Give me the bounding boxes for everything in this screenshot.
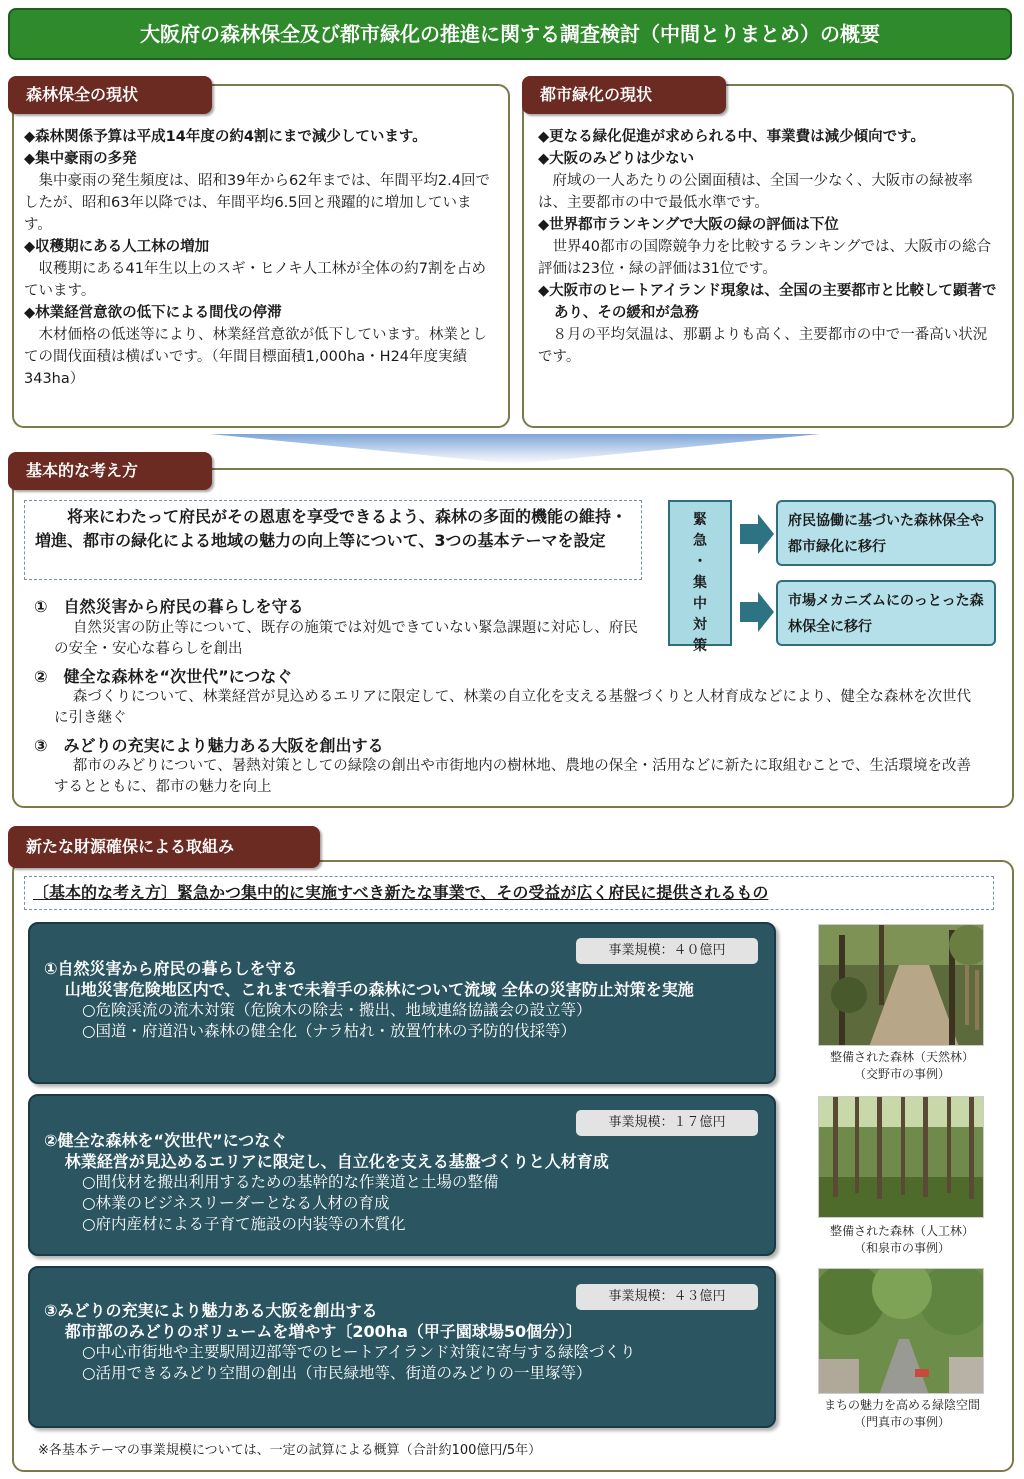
theme-body: 森づくりについて、林業経営が見込めるエリアに限定して、林業の自立化を支える基盤づくりと人材育成などにより、健全な森林を次世代に引き継ぐ [54, 689, 971, 726]
forest-tab: 森林保全の現状 [8, 76, 212, 114]
project-summary: 山地災害危険地区内で、これまで未着手の森林について流域 全体の災害防止対策を実施 [64, 980, 694, 999]
forest-content [24, 126, 494, 390]
funding-tab: 新たな財源確保による取組み [8, 826, 320, 868]
project-budget-badge: 事業規模：４３億円 [576, 1284, 758, 1310]
forest-natural-photo [818, 924, 984, 1046]
project-item: ○活用できるみどり空間の創出（市民緑地等、街道のみどりの一里塚等） [82, 1364, 592, 1382]
project-card [28, 922, 776, 1084]
urban-tab: 都市緑化の現状 [522, 76, 726, 114]
funding-note-box [24, 876, 994, 910]
forest-item-heading: ◆収穫期にある人工林の増加 [24, 239, 210, 255]
project-summary: 都市部のみどりのボリュームを増やす〔200ha（甲子園球場50個分）〕 [64, 1322, 583, 1341]
forest-planted-photo [818, 1096, 984, 1218]
funding-note: 〔基本的な考え方〕緊急かつ集中的に実施すべき新たな事業で、その受益が広く府民に提供されるもの [33, 883, 769, 902]
project-body [44, 1130, 764, 1235]
project-card [28, 1266, 776, 1428]
transition-box-market: 市場メカニズムにのっとった森林保全に移行 [776, 580, 996, 646]
project-heading: ①自然災害から府民の暮らしを守る [44, 959, 298, 978]
emergency-box [668, 500, 732, 654]
urban-item-heading: ◆大阪のみどりは少ない [538, 151, 695, 167]
urban-item-body: 世界40都市の国際競争力を比較するランキングでは、大阪市の総合評価は23位・緑の評価は31位です。 [538, 239, 992, 277]
project-item: ○危険渓流の流木対策（危険木の除去・搬出、地域連絡協議会の設立等） [82, 1001, 592, 1019]
emergency-char: 策 [693, 638, 707, 654]
photo-caption: （門真市の事例） [853, 1415, 950, 1429]
project-budget-badge: 事業規模：１７億円 [576, 1110, 758, 1136]
right-arrow-icon [740, 514, 774, 554]
right-arrow-icon [740, 592, 774, 632]
photo-caption: （交野市の事例） [853, 1067, 950, 1081]
project-item: ○林業のビジネスリーダーとなる人材の育成 [82, 1194, 390, 1212]
project-budget-badge: 事業規模：４０億円 [576, 938, 758, 964]
basic-intro: 将来にわたって府民がその恩恵を享受できるよう、森林の多面的機能の維持・増進、都市の緑化による地域の魅力の向上等について、3つの基本テーマを設定 [35, 507, 628, 550]
forest-item-heading: ◆林業経営意欲の低下による間伐の停滞 [24, 305, 282, 321]
project-item: ○中心市街地や主要駅周辺部等でのヒートアイランド対策に寄与する緑陰づくり [82, 1343, 636, 1361]
emergency-char: 集 [693, 575, 707, 591]
street-shade-photo [818, 1268, 984, 1394]
urban-item-body: ８月の平均気温は、那覇よりも高く、主要都市の中で一番高い状況です。 [538, 327, 988, 365]
theme-heading: ③ みどりの充実により魅力ある大阪を創出する [34, 736, 384, 755]
forest-item-body: 収穫期にある41年生以上のスギ・ヒノキ人工林が全体の約7割を占めています。 [24, 261, 486, 299]
emergency-char: 緊 [693, 512, 707, 528]
basic-tab: 基本的な考え方 [8, 452, 212, 490]
page-title: 大阪府の森林保全及び都市緑化の推進に関する調査検討（中間とりまとめ）の概要 [8, 8, 1012, 60]
emergency-char: 急 [693, 533, 707, 549]
urban-item-heading: ◆大阪市のヒートアイランド現象は、全国の主要都市と比較して顕著であり、その緩和が急務 [538, 283, 997, 321]
photo-caption: まちの魅力を高める緑陰空間 [823, 1398, 980, 1412]
photo-caption: （和泉市の事例） [853, 1241, 950, 1255]
project-item: ○間伐材を搬出利用するための基幹的な作業道と土場の整備 [82, 1173, 499, 1191]
down-arrow-icon [210, 434, 820, 464]
theme-heading: ① 自然災害から府民の暮らしを守る [34, 597, 304, 616]
forest-item-body: 木材価格の低迷等により、林業経営意欲が低下しています。林業としての間伐面積は横ばいです。（年間目標面積1,000ha・H24年度実績343ha） [24, 327, 487, 387]
photo-caption: 整備された森林（人工林） [829, 1224, 974, 1238]
emergency-char: 中 [693, 596, 707, 612]
photo-caption: 整備された森林（天然林） [829, 1050, 974, 1064]
project-body [44, 1300, 764, 1384]
urban-item-body: 府域の一人あたりの公園面積は、全国一少なく、大阪市の緑被率は、主要都市の中で最低水準です。 [538, 173, 973, 211]
project-summary: 林業経営が見込めるエリアに限定し、自立化を支える基盤づくりと人材育成 [64, 1152, 609, 1171]
urban-item-heading: ◆世界都市ランキングで大阪の緑の評価は下位 [538, 217, 839, 233]
forest-item-heading: ◆森林関係予算は平成14年度の約4割にまで減少しています。 [24, 129, 427, 145]
theme-body: 自然災害の防止等について、既存の施策では対処できていない緊急課題に対応し、府民の安全・安心な暮らしを創出 [54, 620, 638, 657]
theme-body: 都市のみどりについて、暑熱対策としての緑陰の創出や市街地内の樹林地、農地の保全・活用などに新たに取組むことで、生活環境を改善するとともに、都市の魅力を向上 [54, 758, 971, 795]
project-item: ○府内産材による子育て施設の内装等の木質化 [82, 1215, 406, 1233]
urban-content [538, 126, 1000, 368]
project-card [28, 1094, 776, 1256]
urban-item-heading: ◆更なる緑化促進が求められる中、事業費は減少傾向です。 [538, 129, 925, 145]
project-body [44, 958, 764, 1042]
footnote: ※各基本テーマの事業規模については、一定の試算による概算（合計約100億円/5年） [38, 1443, 542, 1458]
forest-item-heading: ◆集中豪雨の多発 [24, 151, 137, 167]
project-heading: ③みどりの充実により魅力ある大阪を創出する [44, 1301, 378, 1320]
forest-item-body: 集中豪雨の発生頻度は、昭和39年から62年までは、年間平均2.4回でしたが、昭和63年以降では、年間平均6.5回と飛躍的に増加しています。 [24, 173, 490, 233]
basic-intro-box [24, 500, 642, 580]
emergency-char: 対 [693, 617, 707, 633]
theme-heading: ② 健全な森林を“次世代”につなぐ [34, 667, 293, 686]
emergency-char: ・ [693, 554, 707, 570]
project-heading: ②健全な森林を“次世代”につなぐ [44, 1131, 287, 1150]
project-item: ○国道・府道沿い森林の健全化（ナラ枯れ・放置竹林の予防的伐採等） [82, 1022, 577, 1040]
transition-box-collab: 府民協働に基づいた森林保全や都市緑化に移行 [776, 500, 996, 566]
